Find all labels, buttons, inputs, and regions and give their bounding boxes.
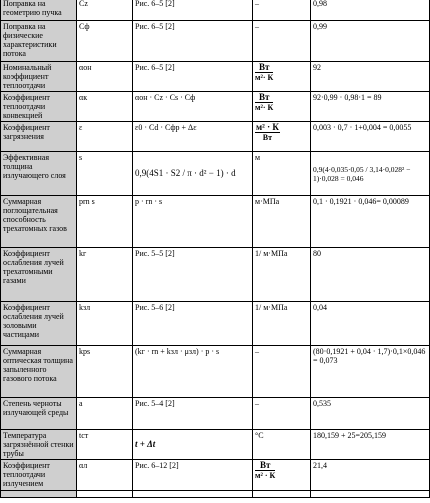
table-row bbox=[1, 398, 430, 430]
parameter-symbol: Cф bbox=[77, 21, 133, 62]
table-row bbox=[1, 248, 430, 302]
parameter-value: 92·0,99 · 0,98·1 = 89 bbox=[311, 92, 430, 122]
unit-fraction: $\frac{Вт}{\text{м²· К}}$ bbox=[255, 62, 274, 82]
table-row bbox=[1, 346, 430, 398]
parameter-unit: – bbox=[253, 0, 311, 21]
parameter-unit: – bbox=[253, 21, 311, 62]
parameter-source: 0,9(4S1 · S2 / π · d² − 1) · d bbox=[133, 152, 253, 196]
table-row bbox=[1, 122, 430, 152]
parameter-name: Суммарная поглощательная способность трехатомных газов bbox=[1, 196, 77, 248]
table-row bbox=[1, 21, 430, 62]
parameter-symbol: tст bbox=[77, 430, 133, 460]
parameter-source: αон · Cz · Cs · Cф bbox=[133, 92, 253, 122]
parameter-source: Рис. 5–4 [2] bbox=[133, 398, 253, 430]
parameter-source: Рис. 5–5 [2] bbox=[133, 248, 253, 302]
parameter-value: 0,04 bbox=[311, 302, 430, 346]
table-row bbox=[1, 196, 430, 248]
parameter-value: 0,1 · 0,1921 · 0,046= 0,00089 bbox=[311, 196, 430, 248]
parameter-unit bbox=[253, 62, 311, 92]
parameter-unit: °С bbox=[253, 430, 311, 460]
table-row bbox=[1, 62, 430, 92]
parameter-name: Коэффициент загрязнения bbox=[1, 122, 77, 152]
parameter-unit bbox=[253, 92, 311, 122]
table-row bbox=[1, 92, 430, 122]
parameter-source: Рис. 5–6 [2] bbox=[133, 302, 253, 346]
parameter-unit: м bbox=[253, 152, 311, 196]
unit-fraction: $\frac{\text{м² · К}}{Вт}$ bbox=[256, 122, 279, 142]
parameter-symbol: αк bbox=[77, 92, 133, 122]
parameter-value: 180,159 + 25=205,159 bbox=[311, 430, 430, 460]
parameter-unit bbox=[253, 122, 311, 152]
parameter-symbol: ε bbox=[77, 122, 133, 152]
parameter-source: Рис. 6–5 [2] bbox=[133, 0, 253, 21]
parameter-symbol: prn s bbox=[77, 196, 133, 248]
parameter-name: Температура загрязнённой стенки трубы bbox=[1, 430, 77, 460]
unit-fraction: $\frac{Вт}{\text{м² · К}}$ bbox=[255, 460, 276, 480]
parameter-source: Рис. 6–5 [2] bbox=[133, 62, 253, 92]
parameter-unit: м·МПа bbox=[253, 196, 311, 248]
unit-fraction: $\frac{Вт}{\text{м²· К}}$ bbox=[255, 92, 274, 112]
parameter-name: Коэффициент теплоотдачи излучением bbox=[1, 460, 77, 491]
parameter-name: Коэффициент ослабления лучей золовыми частицами bbox=[1, 302, 77, 346]
parameter-source: Рис. 6–12 [2] bbox=[133, 460, 253, 491]
table-row-cut bbox=[1, 491, 430, 498]
parameter-unit bbox=[253, 460, 311, 491]
parameter-unit: – bbox=[253, 398, 311, 430]
parameter-name: Суммарная оптическая толщина запыленного газового потока bbox=[1, 346, 77, 398]
parameter-symbol: kзл bbox=[77, 302, 133, 346]
parameter-unit: – bbox=[253, 346, 311, 398]
parameter-source: Рис. 6–5 [2] bbox=[133, 21, 253, 62]
parameter-name: Степень черноты излучающей среды bbox=[1, 398, 77, 430]
parameter-value: 0,99 bbox=[311, 21, 430, 62]
parameter-value: (80·0,1921 + 0,04 · 1,7)·0,1×0,046 = 0,073 bbox=[311, 346, 430, 398]
parameter-value: 0,98 bbox=[311, 0, 430, 21]
parameter-symbol: αл bbox=[77, 460, 133, 491]
parameter-name: Поправка на геометрию пучка bbox=[1, 0, 77, 21]
parameter-value: 21,4 bbox=[311, 460, 430, 491]
parameter-value: 80 bbox=[311, 248, 430, 302]
table-row bbox=[1, 430, 430, 460]
parameter-value: 0,535 bbox=[311, 398, 430, 430]
parameter-symbol: s bbox=[77, 152, 133, 196]
parameter-name: Коэффициент ослабления лучей трехатомными газами bbox=[1, 248, 77, 302]
parameter-symbol: a bbox=[77, 398, 133, 430]
parameter-value: 0,9(4·0,035·0,05 / 3,14·0,028² − 1)·0,028 = 0,046 bbox=[311, 152, 430, 196]
table-row bbox=[1, 302, 430, 346]
parameter-name: Коэффициент теплоотдачи конвекцией bbox=[1, 92, 77, 122]
table-row bbox=[1, 460, 430, 491]
parameter-source: t + Δt bbox=[133, 430, 253, 460]
parameter-value: 0,003 · 0,7 · 1+0,004 = 0,0055 bbox=[311, 122, 430, 152]
parameter-name: Номинальный коэффициент теплоотдачи bbox=[1, 62, 77, 92]
parameter-symbol: kps bbox=[77, 346, 133, 398]
parameter-name: Эффективная толщина излучающего слоя bbox=[1, 152, 77, 196]
parameter-source: (kг · rn + kзл · μзл) · p · s bbox=[133, 346, 253, 398]
parameter-symbol: αон bbox=[77, 62, 133, 92]
table-row bbox=[1, 152, 430, 196]
parameter-symbol: kг bbox=[77, 248, 133, 302]
parameter-source: p · rn · s bbox=[133, 196, 253, 248]
parameter-symbol: Cz bbox=[77, 0, 133, 21]
parameter-unit: 1/ м·МПа bbox=[253, 302, 311, 346]
parameter-source: ε0 · Cd · Cфр + Δε bbox=[133, 122, 253, 152]
parameter-name: Поправка на физические характеристики потока bbox=[1, 21, 77, 62]
parameter-value: 92 bbox=[311, 62, 430, 92]
parameter-unit: 1/ м·МПа bbox=[253, 248, 311, 302]
table-row bbox=[1, 0, 430, 21]
